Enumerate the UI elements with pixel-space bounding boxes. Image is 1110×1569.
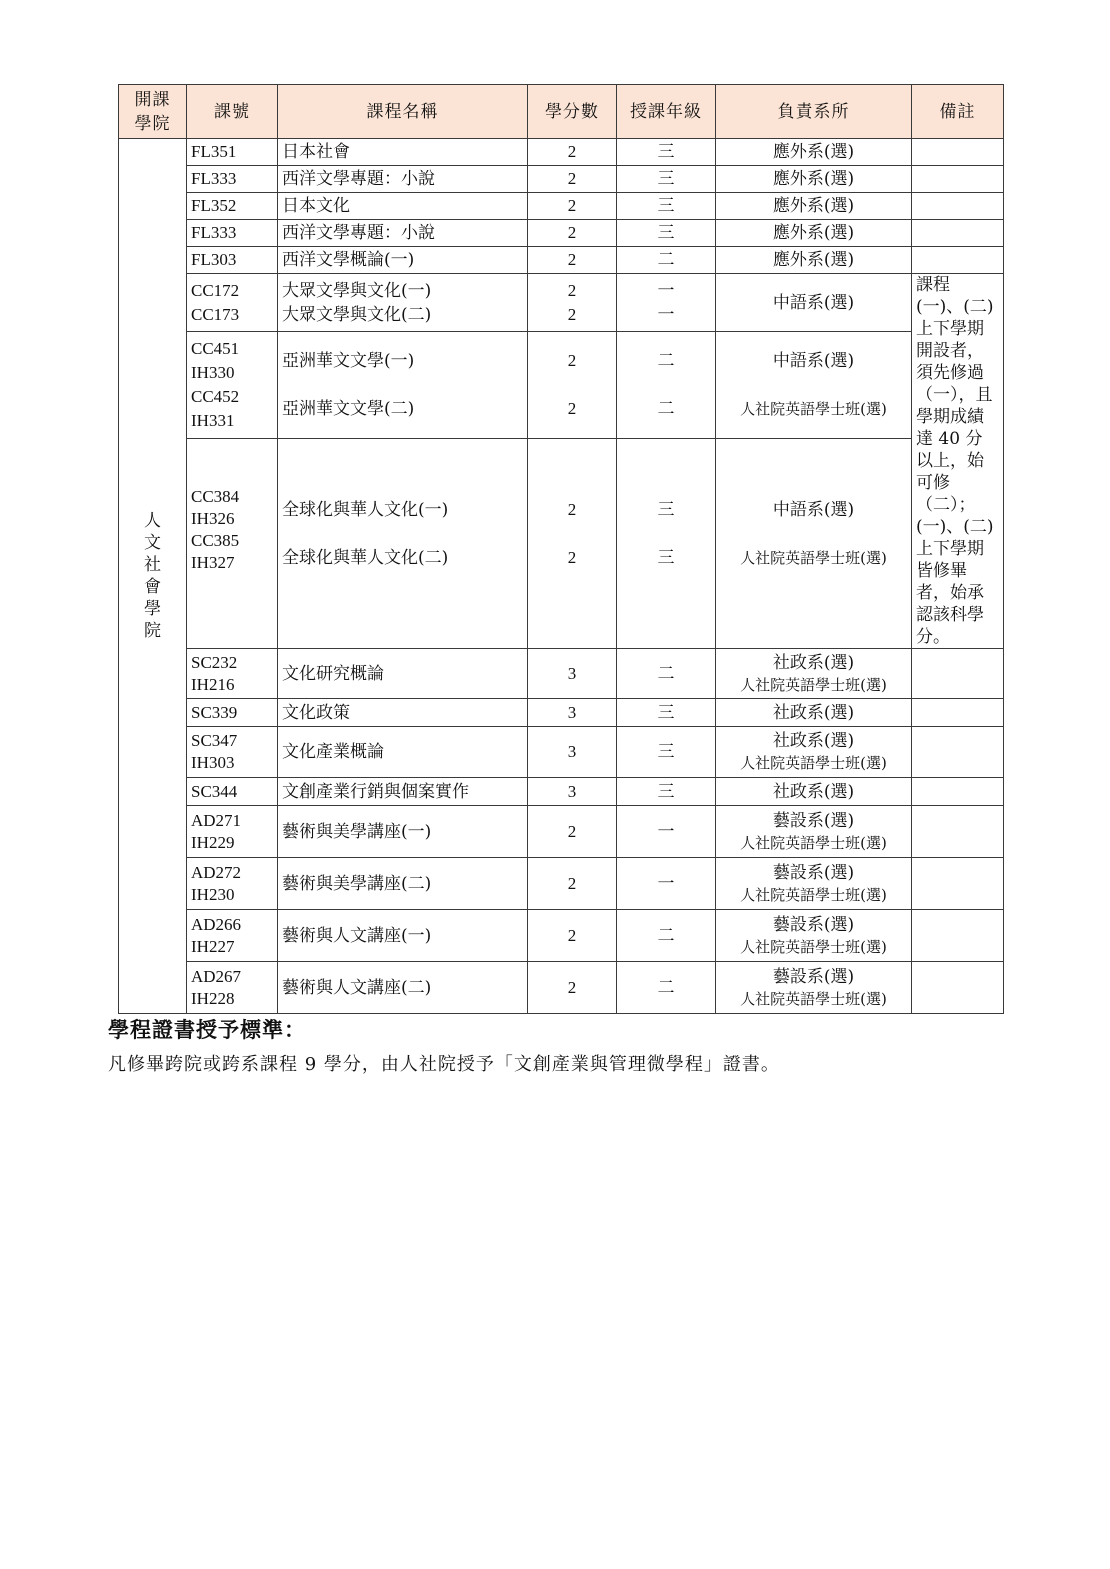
course-note-prerequisite: 課程 (一)、(二)上下學期開設者，須先修過（一），且學期成績達 40 分以上，始可修（二）；(一)、(二)上下學期皆修畢者，始承認該科學分。	[912, 274, 1004, 649]
course-code: FL303	[187, 247, 278, 274]
course-note	[912, 193, 1004, 220]
course-name: 藝術與美學講座(二)	[278, 858, 528, 910]
course-code: CC384 IH326 CC385 IH327	[187, 438, 278, 648]
course-code: SC339	[187, 699, 278, 727]
course-dept: 應外系(選)	[716, 166, 912, 193]
course-grade: 二	[617, 962, 716, 1014]
course-table	[118, 84, 1004, 1014]
course-name: 大眾文學與文化(一) 大眾文學與文化(二)	[278, 274, 528, 332]
course-dept: 藝設系(選) 人社院英語學士班(選)	[716, 858, 912, 910]
course-code: CC451 IH330 CC452 IH331	[187, 332, 278, 439]
course-code: AD272 IH230	[187, 858, 278, 910]
course-note	[912, 247, 1004, 274]
course-note	[912, 220, 1004, 247]
course-name: 藝術與人文講座(一)	[278, 910, 528, 962]
course-name: 文化產業概論	[278, 727, 528, 778]
course-dept: 中語系(選) 人社院英語學士班(選)	[716, 332, 912, 439]
course-dept: 社政系(選) 人社院英語學士班(選)	[716, 727, 912, 778]
course-note	[912, 910, 1004, 962]
course-name: 西洋文學概論(一)	[278, 247, 528, 274]
course-credits: 2	[528, 166, 617, 193]
course-note	[912, 962, 1004, 1014]
header-name: 課程名稱	[278, 85, 528, 139]
course-code: SC344	[187, 778, 278, 806]
course-name: 西洋文學專題：小說	[278, 166, 528, 193]
table-row	[119, 139, 1004, 166]
course-grade: 三	[617, 166, 716, 193]
table-row	[119, 699, 1004, 727]
course-credits: 3	[528, 649, 617, 699]
course-code: FL333	[187, 166, 278, 193]
course-dept: 中語系(選) 人社院英語學士班(選)	[716, 438, 912, 648]
course-note	[912, 699, 1004, 727]
course-dept: 藝設系(選) 人社院英語學士班(選)	[716, 962, 912, 1014]
course-note	[912, 806, 1004, 858]
table-row	[119, 438, 1004, 648]
course-grade: 三	[617, 193, 716, 220]
course-grade: 二	[617, 649, 716, 699]
course-name: 藝術與美學講座(一)	[278, 806, 528, 858]
table-row	[119, 910, 1004, 962]
course-name: 西洋文學專題：小說	[278, 220, 528, 247]
header-code: 課號	[187, 85, 278, 139]
table-row	[119, 649, 1004, 699]
course-code: CC172 CC173	[187, 274, 278, 332]
table-row	[119, 274, 1004, 332]
course-credits: 2	[528, 247, 617, 274]
table-row	[119, 727, 1004, 778]
course-credits: 2	[528, 962, 617, 1014]
course-name: 藝術與人文講座(二)	[278, 962, 528, 1014]
course-dept: 應外系(選)	[716, 193, 912, 220]
course-name: 亞洲華文文學(一) 亞洲華文文學(二)	[278, 332, 528, 439]
header-note: 備註	[912, 85, 1004, 139]
course-dept: 藝設系(選) 人社院英語學士班(選)	[716, 806, 912, 858]
table-row	[119, 778, 1004, 806]
course-credits: 3	[528, 699, 617, 727]
table-row	[119, 166, 1004, 193]
table-row	[119, 332, 1004, 439]
course-grade: 二	[617, 247, 716, 274]
course-grade: 一 一	[617, 274, 716, 332]
course-credits: 2	[528, 139, 617, 166]
course-note	[912, 778, 1004, 806]
table-row	[119, 806, 1004, 858]
course-code: FL333	[187, 220, 278, 247]
course-grade: 三	[617, 220, 716, 247]
course-note	[912, 166, 1004, 193]
table-row	[119, 858, 1004, 910]
course-grade: 二	[617, 910, 716, 962]
course-code: FL351	[187, 139, 278, 166]
course-dept: 社政系(選) 人社院英語學士班(選)	[716, 649, 912, 699]
course-dept: 應外系(選)	[716, 247, 912, 274]
course-credits: 2	[528, 220, 617, 247]
course-grade: 三 三	[617, 438, 716, 648]
course-grade: 三	[617, 699, 716, 727]
course-grade: 三	[617, 727, 716, 778]
course-code: AD266 IH227	[187, 910, 278, 962]
course-dept: 社政系(選)	[716, 778, 912, 806]
table-row	[119, 193, 1004, 220]
table-header-row	[119, 85, 1004, 139]
header-college: 開課 學院	[119, 85, 187, 139]
course-credits: 2	[528, 193, 617, 220]
course-credits: 3	[528, 727, 617, 778]
college-cell: 人 文 社 會 學 院	[119, 139, 187, 1014]
course-note	[912, 139, 1004, 166]
table-row	[119, 247, 1004, 274]
course-credits: 2 2	[528, 332, 617, 439]
course-credits: 3	[528, 778, 617, 806]
course-credits: 2	[528, 858, 617, 910]
course-grade: 三	[617, 139, 716, 166]
certificate-text: 凡修畢跨院或跨系課程 9 學分，由人社院授予「文創產業與管理微學程」證書。	[108, 1054, 780, 1075]
table-row	[119, 962, 1004, 1014]
course-note	[912, 858, 1004, 910]
header-credits: 學分數	[528, 85, 617, 139]
course-name: 日本文化	[278, 193, 528, 220]
course-grade: 三	[617, 778, 716, 806]
course-note	[912, 727, 1004, 778]
course-credits: 2	[528, 910, 617, 962]
course-dept: 社政系(選)	[716, 699, 912, 727]
course-dept: 應外系(選)	[716, 139, 912, 166]
course-name: 文化政策	[278, 699, 528, 727]
certificate-title: 學程證書授予標準：	[108, 1018, 306, 1042]
header-dept: 負責系所	[716, 85, 912, 139]
course-code: SC347 IH303	[187, 727, 278, 778]
course-name: 全球化與華人文化(一) 全球化與華人文化(二)	[278, 438, 528, 648]
course-note	[912, 649, 1004, 699]
course-grade: 一	[617, 858, 716, 910]
table-row	[119, 220, 1004, 247]
course-grade: 二 二	[617, 332, 716, 439]
course-code: SC232 IH216	[187, 649, 278, 699]
course-name: 日本社會	[278, 139, 528, 166]
course-code: AD267 IH228	[187, 962, 278, 1014]
course-credits: 2	[528, 806, 617, 858]
course-dept: 中語系(選)	[716, 274, 912, 332]
course-dept: 藝設系(選) 人社院英語學士班(選)	[716, 910, 912, 962]
course-code: FL352	[187, 193, 278, 220]
course-code: AD271 IH229	[187, 806, 278, 858]
course-dept: 應外系(選)	[716, 220, 912, 247]
course-grade: 一	[617, 806, 716, 858]
course-credits: 2 2	[528, 438, 617, 648]
course-credits: 2 2	[528, 274, 617, 332]
header-grade: 授課年級	[617, 85, 716, 139]
course-name: 文化研究概論	[278, 649, 528, 699]
course-name: 文創產業行銷與個案實作	[278, 778, 528, 806]
